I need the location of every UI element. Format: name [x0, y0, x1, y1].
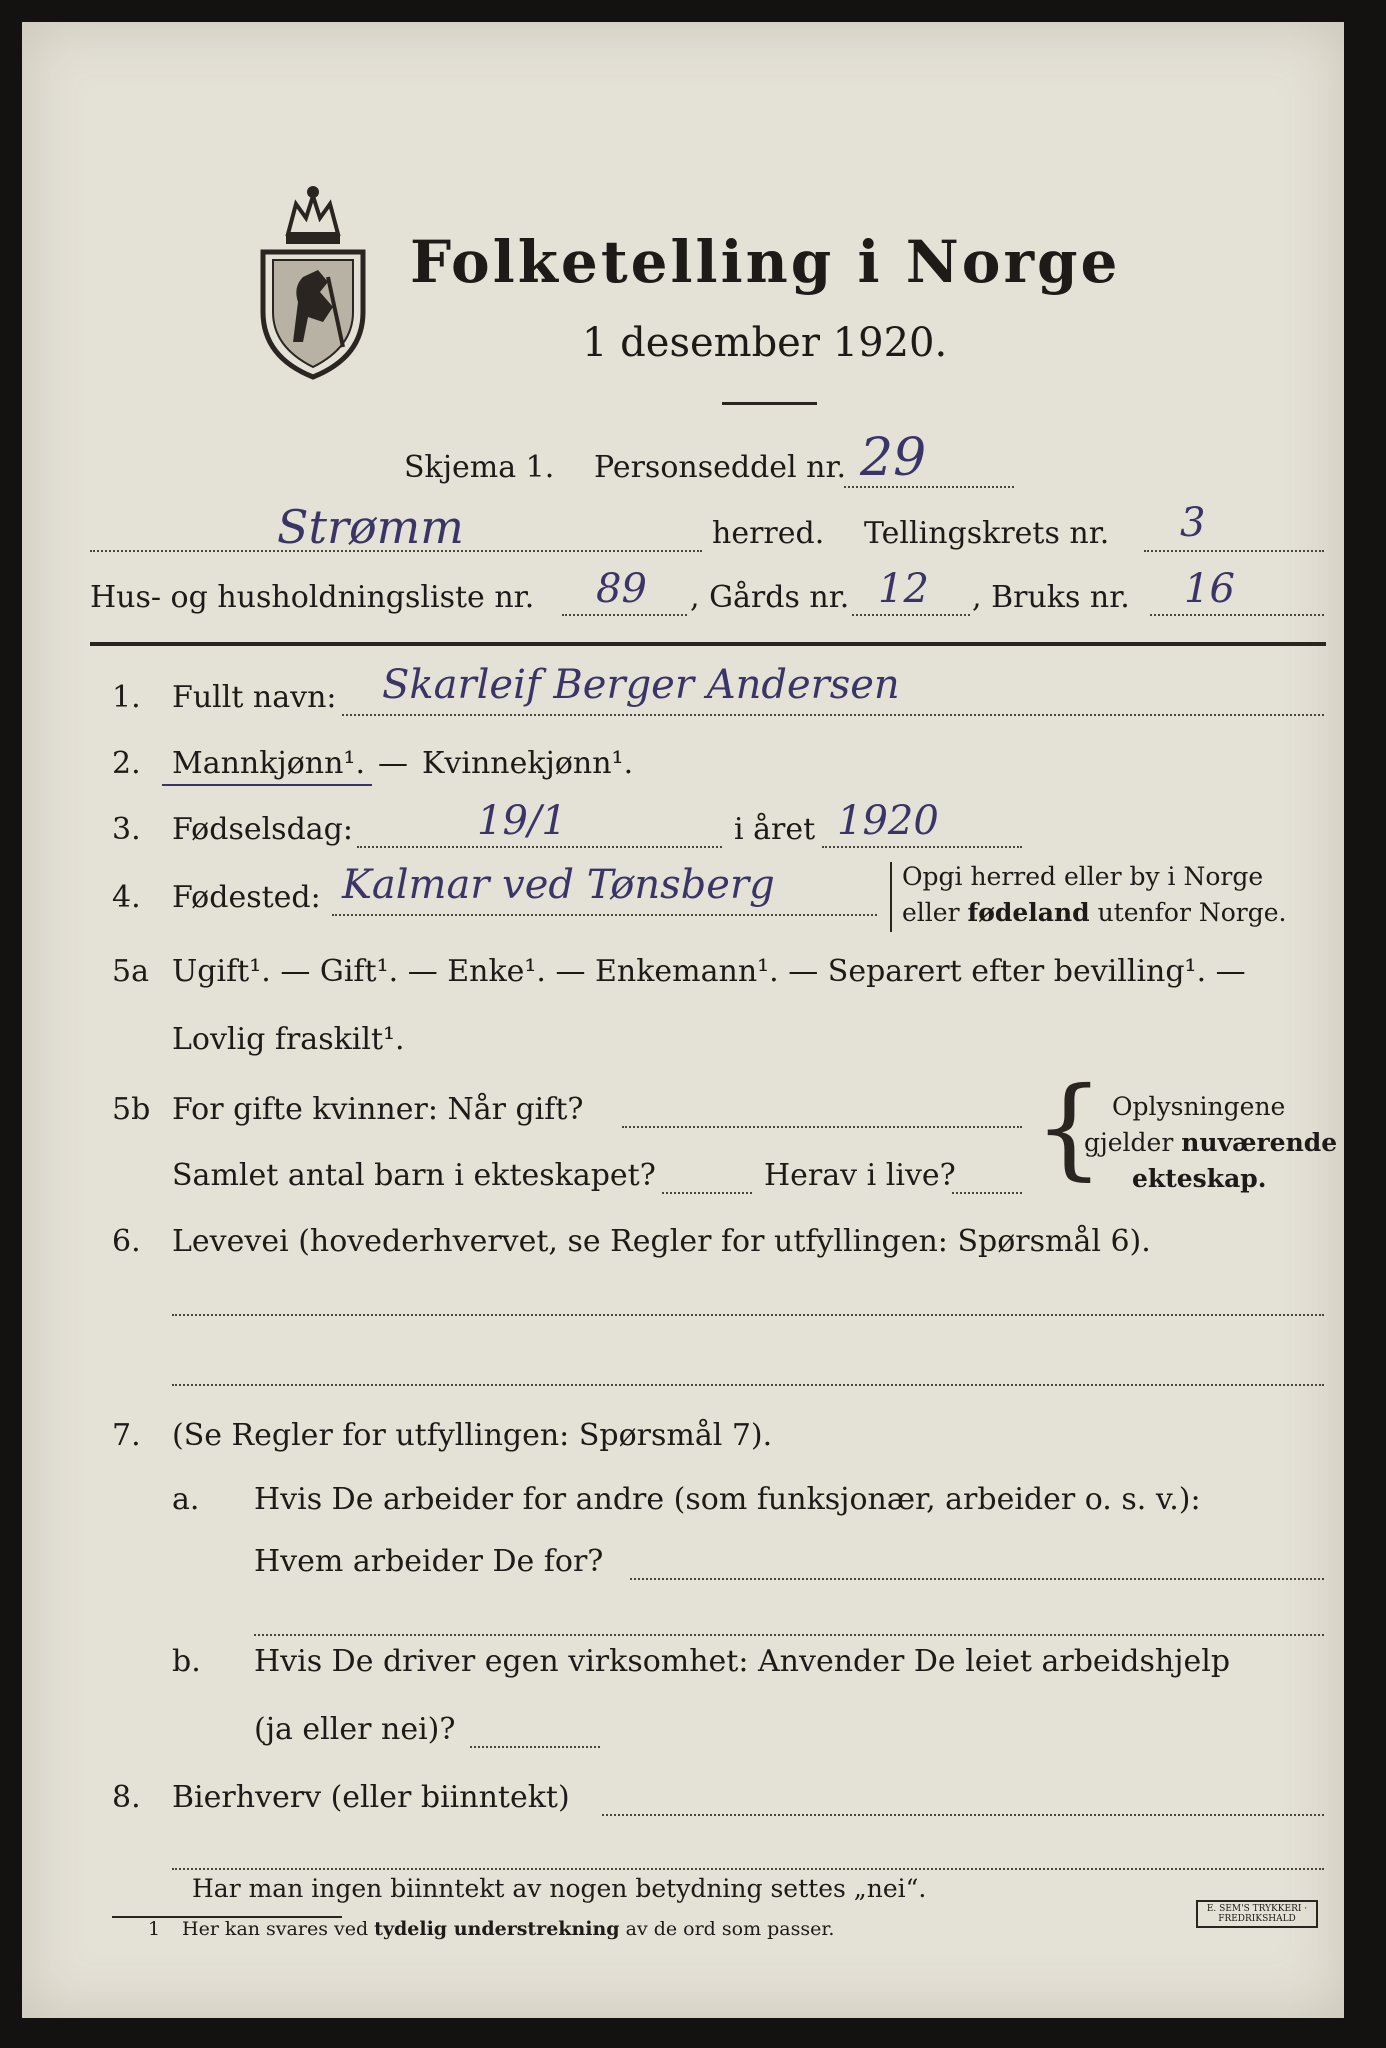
q4-line — [332, 914, 877, 916]
birthdate-value[interactable]: 19/1 — [477, 798, 567, 844]
personseddel-value[interactable]: 29 — [860, 428, 927, 488]
q3-number: 3. — [112, 812, 141, 847]
no-income-note: Har man ingen biinntekt av nogen betydning settes „nei“. — [192, 1874, 927, 1903]
female-option[interactable]: Kvinnekjønn¹. — [422, 746, 634, 781]
herred-value[interactable]: Strømm — [277, 500, 464, 554]
census-date: 1 desember 1920. — [582, 320, 948, 366]
header-rule — [90, 642, 1326, 646]
q7b-number: b. — [172, 1644, 201, 1679]
q7a-label: Hvis De arbeider for andre (som funksjonær, arbeider o. s. v.): — [254, 1482, 1201, 1517]
q4-note-2: eller fødeland utenfor Norge. — [902, 898, 1287, 927]
q4-note-1: Opgi herred eller by i Norge — [902, 862, 1264, 891]
q5b-brace: { — [1034, 1063, 1104, 1191]
male-underline — [162, 784, 372, 786]
form-title: Folketelling i Norge — [410, 228, 1121, 296]
q7a-line-2[interactable] — [254, 1634, 1324, 1636]
q8-number: 8. — [112, 1780, 141, 1815]
q5b-note-1: Oplysningene — [1112, 1092, 1286, 1121]
tellingskrets-value[interactable]: 3 — [1180, 500, 1206, 546]
q5b-number: 5b — [112, 1092, 151, 1127]
q4-number: 4. — [112, 880, 141, 915]
birth-year-value[interactable]: 1920 — [837, 798, 939, 844]
tellingskrets-line — [1144, 550, 1324, 552]
q5b-married-label: For gifte kvinner: Når gift? — [172, 1092, 584, 1127]
q1-line — [342, 714, 1324, 716]
footnote-text: Her kan svares ved tydelig understrekning av de ord som passer. — [182, 1918, 835, 1940]
q5b-alive-label: Herav i live? — [764, 1158, 956, 1193]
household-line — [562, 614, 687, 616]
q8-line-1[interactable] — [602, 1814, 1324, 1816]
year-label: i året — [734, 812, 816, 847]
q5b-note-2: gjelder nuværende — [1084, 1128, 1338, 1157]
q7-label: (Se Regler for utfyllingen: Spørsmål 7). — [172, 1418, 773, 1453]
q2-separator: — — [378, 746, 408, 781]
herred-label: herred. — [712, 516, 825, 551]
footnote-mark: 1 — [148, 1918, 161, 1940]
q7b-label: Hvis De driver egen virksomhet: Anvender De leiet arbeidshjelp — [254, 1644, 1231, 1679]
q5b-children-line — [662, 1192, 752, 1194]
q1-label: Fullt navn: — [172, 680, 337, 715]
q7b-yesno-label: (ja eller nei)? — [254, 1712, 456, 1747]
census-form — [22, 22, 1344, 2018]
q7a-employer-label: Hvem arbeider De for? — [254, 1544, 604, 1579]
title-divider — [722, 402, 817, 405]
q7-number: 7. — [112, 1418, 141, 1453]
bruks-line — [1150, 614, 1324, 616]
personseddel-label: Personseddel nr. — [594, 450, 847, 485]
q5b-married-line — [622, 1126, 1022, 1128]
q6-line-2[interactable] — [172, 1384, 1324, 1386]
bruks-label: , Bruks nr. — [972, 580, 1130, 615]
q6-number: 6. — [112, 1224, 141, 1259]
q5a-number: 5a — [112, 954, 149, 989]
q6-label: Levevei (hovederhvervet, se Regler for utfyllingen: Spørsmål 6). — [172, 1224, 1151, 1259]
q3-line — [357, 846, 722, 848]
gards-label: , Gårds nr. — [690, 580, 850, 615]
bruks-value[interactable]: 16 — [1184, 566, 1235, 612]
printer-stamp: E. SEM'S TRYKKERI · FREDRIKSHALD — [1196, 1900, 1318, 1928]
full-name-value[interactable]: Skarleif Berger Andersen — [382, 662, 900, 708]
q3-label: Fødselsdag: — [172, 812, 353, 847]
q1-number: 1. — [112, 680, 141, 715]
skjema-label: Skjema 1. — [404, 450, 555, 485]
q6-line-1[interactable] — [172, 1314, 1324, 1316]
year-line — [822, 846, 1022, 848]
q5b-children-label: Samlet antal barn i ekteskapet? — [172, 1158, 656, 1193]
q4-label: Fødested: — [172, 880, 321, 915]
q7a-number: a. — [172, 1482, 200, 1517]
birthplace-value[interactable]: Kalmar ved Tønsberg — [342, 862, 775, 908]
marital-options-2[interactable]: Lovlig fraskilt¹. — [172, 1022, 405, 1057]
household-label: Hus- og husholdningsliste nr. — [90, 580, 535, 615]
gards-value[interactable]: 12 — [878, 566, 929, 612]
male-option[interactable]: Mannkjønn¹. — [172, 746, 365, 781]
q8-line-2[interactable] — [172, 1868, 1324, 1870]
q4-note-bar — [890, 862, 892, 932]
q7b-yesno-line[interactable] — [470, 1746, 600, 1748]
q7a-employer-line[interactable] — [630, 1578, 1324, 1580]
household-value[interactable]: 89 — [596, 566, 647, 612]
q5b-alive-line — [952, 1192, 1022, 1194]
q5b-note-3: ekteskap. — [1132, 1164, 1267, 1193]
gards-line — [852, 614, 970, 616]
q8-label: Bierhverv (eller biinntekt) — [172, 1780, 570, 1815]
tellingskrets-label: Tellingskrets nr. — [864, 516, 1110, 551]
q2-number: 2. — [112, 746, 141, 781]
norwegian-coat-of-arms-icon — [248, 172, 378, 382]
marital-options[interactable]: Ugift¹. — Gift¹. — Enke¹. — Enkemann¹. — Separert efter bevilling¹. — — [172, 954, 1246, 989]
